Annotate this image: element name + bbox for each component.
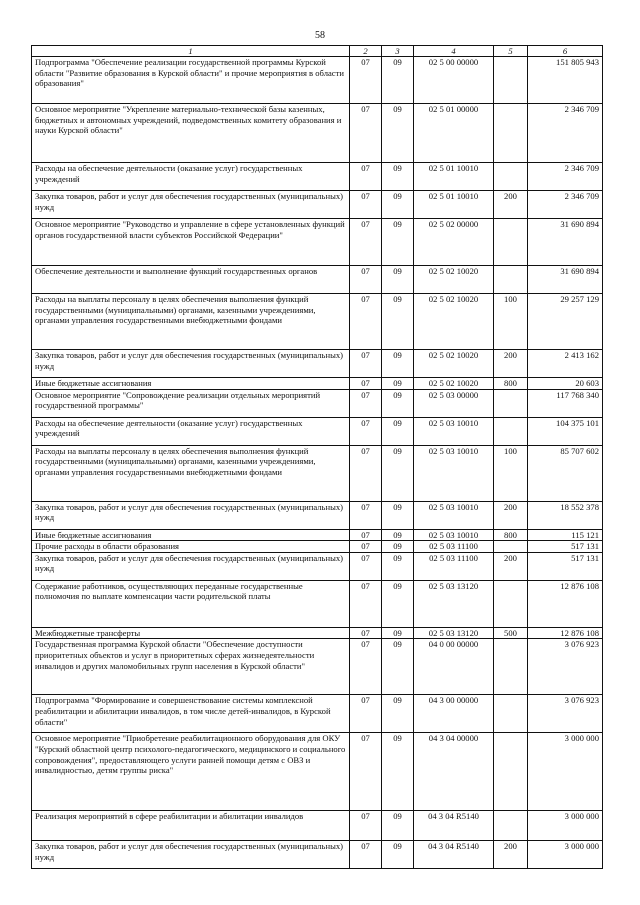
cell-csr: 02 5 03 13120 [414, 627, 494, 639]
cell-sum: 3 000 000 [528, 841, 603, 869]
cell-vr [494, 541, 528, 553]
cell-csr: 04 3 00 00000 [414, 695, 494, 733]
cell-rz: 07 [350, 191, 382, 219]
table-row [32, 294, 603, 350]
cell-rz: 07 [350, 417, 382, 445]
cell-csr: 02 5 03 10010 [414, 417, 494, 445]
cell-rz: 07 [350, 163, 382, 191]
cell-vr: 100 [494, 445, 528, 501]
cell-name: Основное мероприятие "Сопровождение реализации отдельных мероприятий государственной программы" [32, 389, 350, 417]
cell-csr: 02 5 03 10010 [414, 501, 494, 529]
table-row [32, 266, 603, 294]
cell-sum: 12 876 108 [528, 580, 603, 627]
cell-name: Закупка товаров, работ и услуг для обеспечения государственных (муниципальных) нужд [32, 552, 350, 580]
cell-sum: 2 413 162 [528, 350, 603, 378]
cell-sum: 517 131 [528, 541, 603, 553]
column-header: 2 [350, 46, 382, 57]
cell-vr: 800 [494, 378, 528, 390]
cell-name: Межбюджетные трансферты [32, 627, 350, 639]
table-row [32, 501, 603, 529]
cell-pr: 09 [382, 163, 414, 191]
budget-table [31, 45, 603, 869]
cell-csr: 02 5 02 10020 [414, 294, 494, 350]
cell-pr: 09 [382, 417, 414, 445]
column-numbers-row [32, 46, 603, 57]
cell-name: Основное мероприятие "Укрепление материально-технической базы казенных, бюджетных и автономных учреждений, подведомственных комитету образования и науки Курской области" [32, 104, 350, 163]
table-row [32, 811, 603, 841]
cell-csr: 02 5 02 10020 [414, 378, 494, 390]
column-header: 1 [32, 46, 350, 57]
cell-vr [494, 57, 528, 104]
cell-csr: 02 5 03 11100 [414, 552, 494, 580]
cell-pr: 09 [382, 57, 414, 104]
cell-sum: 3 076 923 [528, 695, 603, 733]
cell-rz: 07 [350, 219, 382, 266]
cell-csr: 04 0 00 00000 [414, 639, 494, 695]
column-header: 4 [414, 46, 494, 57]
cell-sum: 3 000 000 [528, 811, 603, 841]
cell-sum: 85 707 602 [528, 445, 603, 501]
cell-sum: 18 552 378 [528, 501, 603, 529]
cell-name: Закупка товаров, работ и услуг для обеспечения государственных (муниципальных) нужд [32, 191, 350, 219]
cell-vr [494, 639, 528, 695]
table-row [32, 541, 603, 553]
cell-rz: 07 [350, 529, 382, 541]
cell-rz: 07 [350, 389, 382, 417]
cell-vr [494, 266, 528, 294]
cell-name: Расходы на выплаты персоналу в целях обеспечения выполнения функций государственными (муниципальными) органами, казенными учреждениями, органами управления государственными внебюджетными фондами [32, 294, 350, 350]
cell-vr [494, 219, 528, 266]
cell-vr [494, 104, 528, 163]
cell-rz: 07 [350, 104, 382, 163]
cell-pr: 09 [382, 266, 414, 294]
cell-csr: 02 5 00 00000 [414, 57, 494, 104]
cell-rz: 07 [350, 57, 382, 104]
cell-csr: 02 5 01 10010 [414, 191, 494, 219]
cell-sum: 115 121 [528, 529, 603, 541]
cell-name: Подпрограмма "Формирование и совершенствование системы комплексной реабилитации и абилитации инвалидов, в том числе детей-инвалидов, в Курской области" [32, 695, 350, 733]
cell-vr: 200 [494, 841, 528, 869]
cell-pr: 09 [382, 350, 414, 378]
cell-name: Иные бюджетные ассигнования [32, 378, 350, 390]
cell-sum: 12 876 108 [528, 627, 603, 639]
table-row [32, 163, 603, 191]
cell-name: Государственная программа Курской области "Обеспечение доступности приоритетных объектов и услуг в приоритетных сферах жизнедеятельности инвалидов и других маломобильных групп населения в Курской области" [32, 639, 350, 695]
cell-csr: 02 5 01 00000 [414, 104, 494, 163]
cell-pr: 09 [382, 104, 414, 163]
cell-csr: 02 5 02 10020 [414, 266, 494, 294]
cell-name: Реализация мероприятий в сфере реабилитации и абилитации инвалидов [32, 811, 350, 841]
cell-sum: 31 690 894 [528, 266, 603, 294]
cell-vr: 800 [494, 529, 528, 541]
cell-rz: 07 [350, 841, 382, 869]
cell-name: Закупка товаров, работ и услуг для обеспечения государственных (муниципальных) нужд [32, 501, 350, 529]
cell-sum: 3 000 000 [528, 733, 603, 811]
cell-vr [494, 163, 528, 191]
cell-pr: 09 [382, 501, 414, 529]
table-row [32, 191, 603, 219]
cell-csr: 04 3 04 R5140 [414, 811, 494, 841]
cell-pr: 09 [382, 191, 414, 219]
cell-rz: 07 [350, 627, 382, 639]
cell-pr: 09 [382, 627, 414, 639]
cell-name: Расходы на обеспечение деятельности (оказание услуг) государственных учреждений [32, 417, 350, 445]
cell-csr: 02 5 03 13120 [414, 580, 494, 627]
cell-name: Закупка товаров, работ и услуг для обеспечения государственных (муниципальных) нужд [32, 841, 350, 869]
cell-name: Расходы на выплаты персоналу в целях обеспечения выполнения функций государственными (муниципальными) органами, казенными учреждениями, органами управления государственными внебюджетными фондами [32, 445, 350, 501]
cell-sum: 2 346 709 [528, 163, 603, 191]
cell-rz: 07 [350, 445, 382, 501]
cell-pr: 09 [382, 445, 414, 501]
table-row [32, 445, 603, 501]
cell-rz: 07 [350, 811, 382, 841]
cell-pr: 09 [382, 389, 414, 417]
cell-vr [494, 695, 528, 733]
cell-name: Обеспечение деятельности и выполнение функций государственных органов [32, 266, 350, 294]
cell-name: Основное мероприятие "Приобретение реабилитационного оборудования для ОКУ "Курский областной центр психолого-педагогического, медицинского и социального сопровождения", предоставляющего услуги ранней помощи детям с ОВЗ и инвалидностью, детям группы риска" [32, 733, 350, 811]
cell-vr: 200 [494, 350, 528, 378]
cell-pr: 09 [382, 219, 414, 266]
cell-pr: 09 [382, 811, 414, 841]
cell-rz: 07 [350, 733, 382, 811]
cell-sum: 151 805 943 [528, 57, 603, 104]
table-row [32, 841, 603, 869]
cell-name: Основное мероприятие "Руководство и управление в сфере установленных функций органов государственной власти субъектов Российской Федерации" [32, 219, 350, 266]
cell-csr: 04 3 04 00000 [414, 733, 494, 811]
cell-sum: 104 375 101 [528, 417, 603, 445]
cell-sum: 29 257 129 [528, 294, 603, 350]
column-header: 6 [528, 46, 603, 57]
table-row [32, 695, 603, 733]
table-row [32, 552, 603, 580]
cell-rz: 07 [350, 695, 382, 733]
cell-sum: 2 346 709 [528, 104, 603, 163]
cell-csr: 02 5 03 11100 [414, 541, 494, 553]
table-row [32, 378, 603, 390]
cell-sum: 517 131 [528, 552, 603, 580]
table-row [32, 639, 603, 695]
cell-sum: 117 768 340 [528, 389, 603, 417]
cell-csr: 02 5 02 00000 [414, 219, 494, 266]
table-row [32, 627, 603, 639]
cell-csr: 02 5 03 10010 [414, 529, 494, 541]
table-row [32, 417, 603, 445]
table-row [32, 733, 603, 811]
cell-vr: 500 [494, 627, 528, 639]
cell-pr: 09 [382, 529, 414, 541]
cell-name: Прочие расходы в области образования [32, 541, 350, 553]
cell-vr [494, 417, 528, 445]
table-row [32, 57, 603, 104]
cell-csr: 02 5 03 00000 [414, 389, 494, 417]
cell-csr: 02 5 03 10010 [414, 445, 494, 501]
cell-vr [494, 580, 528, 627]
cell-pr: 09 [382, 378, 414, 390]
cell-csr: 02 5 02 10020 [414, 350, 494, 378]
cell-name: Расходы на обеспечение деятельности (оказание услуг) государственных учреждений [32, 163, 350, 191]
cell-name: Закупка товаров, работ и услуг для обеспечения государственных (муниципальных) нужд [32, 350, 350, 378]
table-row [32, 529, 603, 541]
cell-pr: 09 [382, 541, 414, 553]
cell-rz: 07 [350, 266, 382, 294]
cell-rz: 07 [350, 378, 382, 390]
cell-name: Иные бюджетные ассигнования [32, 529, 350, 541]
cell-pr: 09 [382, 580, 414, 627]
cell-csr: 02 5 01 10010 [414, 163, 494, 191]
table-row [32, 580, 603, 627]
cell-sum: 3 076 923 [528, 639, 603, 695]
table-row [32, 389, 603, 417]
cell-pr: 09 [382, 695, 414, 733]
table-row [32, 104, 603, 163]
cell-pr: 09 [382, 639, 414, 695]
column-header: 3 [382, 46, 414, 57]
cell-vr: 200 [494, 552, 528, 580]
cell-vr [494, 389, 528, 417]
cell-name: Подпрограмма "Обеспечение реализации государственной программы Курской области "Развитие образования в Курской области" и прочие мероприятия в области образования" [32, 57, 350, 104]
cell-rz: 07 [350, 541, 382, 553]
cell-vr [494, 733, 528, 811]
table-row [32, 350, 603, 378]
column-header: 5 [494, 46, 528, 57]
cell-sum: 20 603 [528, 378, 603, 390]
cell-vr [494, 811, 528, 841]
cell-pr: 09 [382, 841, 414, 869]
page-number: 58 [315, 30, 325, 41]
cell-sum: 2 346 709 [528, 191, 603, 219]
table-row [32, 219, 603, 266]
cell-pr: 09 [382, 733, 414, 811]
cell-pr: 09 [382, 552, 414, 580]
cell-rz: 07 [350, 580, 382, 627]
cell-rz: 07 [350, 294, 382, 350]
cell-name: Содержание работников, осуществляющих переданные государственные полномочия по выплате компенсации части родительской платы [32, 580, 350, 627]
cell-vr: 100 [494, 294, 528, 350]
cell-vr: 200 [494, 191, 528, 219]
cell-rz: 07 [350, 639, 382, 695]
cell-rz: 07 [350, 350, 382, 378]
cell-rz: 07 [350, 501, 382, 529]
cell-sum: 31 690 894 [528, 219, 603, 266]
cell-rz: 07 [350, 552, 382, 580]
cell-csr: 04 3 04 R5140 [414, 841, 494, 869]
cell-vr: 200 [494, 501, 528, 529]
cell-pr: 09 [382, 294, 414, 350]
